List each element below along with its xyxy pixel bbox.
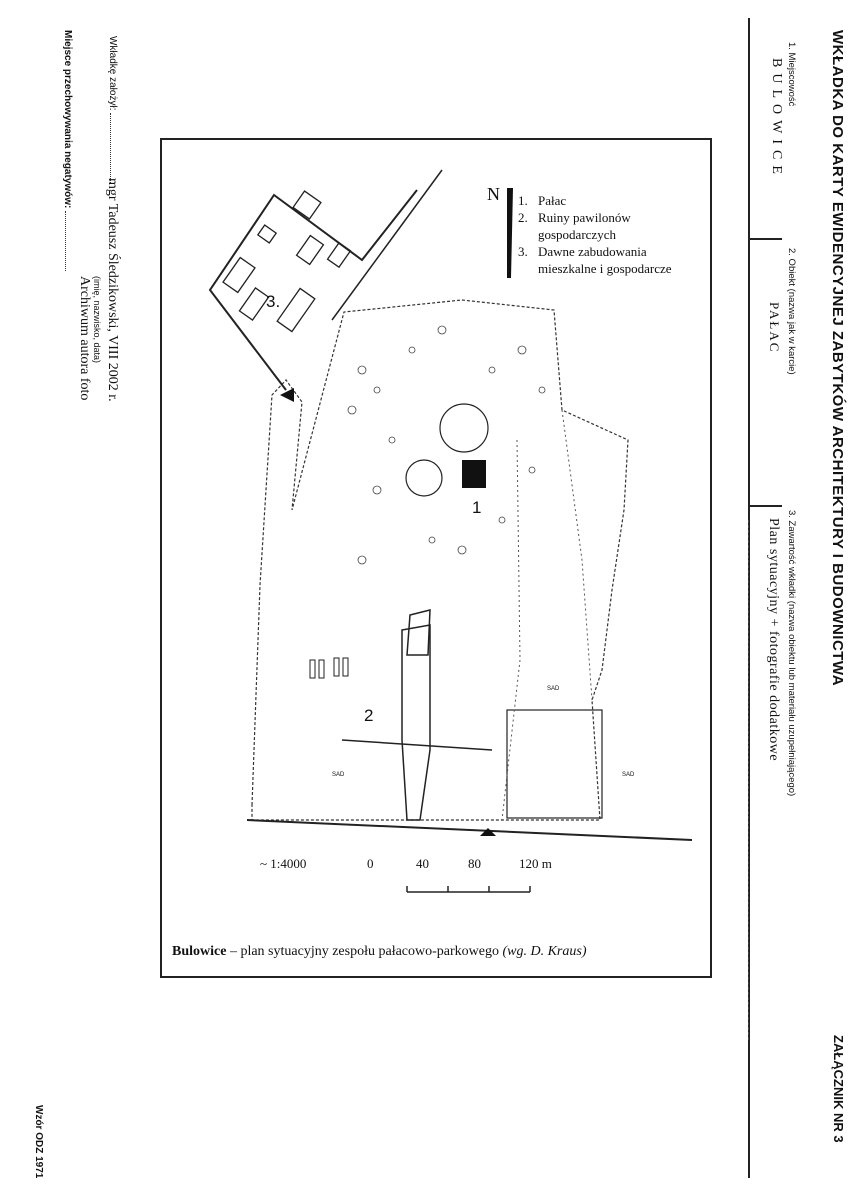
orchard-label: SAD bbox=[547, 686, 560, 692]
buildings-3 bbox=[223, 191, 350, 331]
author-label bbox=[107, 36, 118, 183]
scale-tick-40: 40 bbox=[416, 856, 429, 871]
area-label-2: 2 bbox=[364, 706, 374, 725]
road-north bbox=[210, 190, 417, 390]
scale-bar bbox=[407, 886, 530, 892]
field-1-label: 1. Miejscowość bbox=[786, 42, 797, 107]
legend-item: 1. Pałac bbox=[518, 193, 567, 208]
field-3-label: 3. Zawartość wkładki (nazwa obiektu lub materiału uzupełniającego) bbox=[786, 510, 797, 797]
legend-item: 2. Ruiny pawilonów bbox=[518, 210, 631, 225]
pond-upper bbox=[407, 610, 430, 655]
negatives-label-text: Miejsce przechowywania negatywów: bbox=[62, 30, 73, 209]
field-2-label: 2. Obiekt (nazwa jak w karcie) bbox=[786, 248, 797, 375]
scale-tick-80: 80 bbox=[468, 856, 481, 871]
field-3-value: Plan sytuacyjny + fotografie dodatkowe bbox=[766, 518, 781, 762]
scale-ratio: ~ 1:4000 bbox=[260, 856, 307, 871]
path-line bbox=[502, 440, 520, 820]
caption-credit: (wg. D. Kraus) bbox=[502, 944, 587, 959]
area-label-3: 3. bbox=[266, 292, 281, 311]
field-2-value: PAŁAC bbox=[767, 302, 782, 354]
estate-boundary bbox=[252, 300, 628, 820]
garden-circle-2 bbox=[406, 460, 442, 496]
negatives-label bbox=[62, 30, 73, 271]
form-code: Wzór ODZ 1971 bbox=[33, 1105, 44, 1179]
area-label-1: 1 bbox=[472, 498, 482, 517]
caption-text: – plan sytuacyjny zespołu pałacowo-parkowego bbox=[226, 944, 503, 959]
north-label: N bbox=[487, 184, 500, 204]
orchard-plot bbox=[507, 710, 602, 818]
path-line-2 bbox=[562, 410, 592, 700]
orchard-label: SAD bbox=[622, 772, 635, 778]
map-caption bbox=[172, 944, 587, 960]
author-label-text: Wkładkę założył: bbox=[107, 36, 118, 111]
field-separator-2 bbox=[748, 505, 782, 507]
entrance-arrow-1 bbox=[280, 388, 294, 402]
caption-bold: Bulowice bbox=[172, 944, 227, 959]
palace-building bbox=[462, 460, 486, 488]
north-arrow bbox=[507, 188, 513, 278]
garden-circle bbox=[440, 404, 488, 452]
legend-item: 3. Dawne zabudowania bbox=[518, 244, 647, 259]
field-guide-line bbox=[748, 520, 749, 1040]
orchard-label: SAD bbox=[332, 772, 345, 778]
legend-item: gospodarczych bbox=[538, 227, 616, 242]
field-1-value: BULOWICE bbox=[769, 58, 784, 180]
document-title: WKŁADKA DO KARTY EWIDENCYJNEJ ZABYTKÓW ARCHITEKTURY I BUDOWNICTWA bbox=[829, 30, 846, 687]
legend-item: mieszkalne i gospodarcze bbox=[538, 261, 672, 276]
road-bottom bbox=[247, 820, 692, 840]
legend bbox=[518, 192, 672, 277]
annex-label: ZAŁĄCZNIK NR 3 bbox=[831, 1035, 846, 1143]
negatives-value: Archiwum autora foto bbox=[77, 276, 92, 401]
divider-line bbox=[342, 740, 492, 750]
scale-tick-0: 0 bbox=[367, 856, 374, 871]
scale-tick-120: 120 m bbox=[519, 856, 552, 871]
author-hint: (imię, nazwisko, data) bbox=[92, 276, 102, 364]
road-diagonal bbox=[332, 170, 442, 320]
author-value: mgr Tadeusz Śledzikowski, VIII 2002 r. bbox=[105, 178, 120, 402]
buildings-2 bbox=[310, 658, 348, 678]
site-plan bbox=[160, 138, 712, 978]
field-separator-1 bbox=[748, 238, 782, 240]
